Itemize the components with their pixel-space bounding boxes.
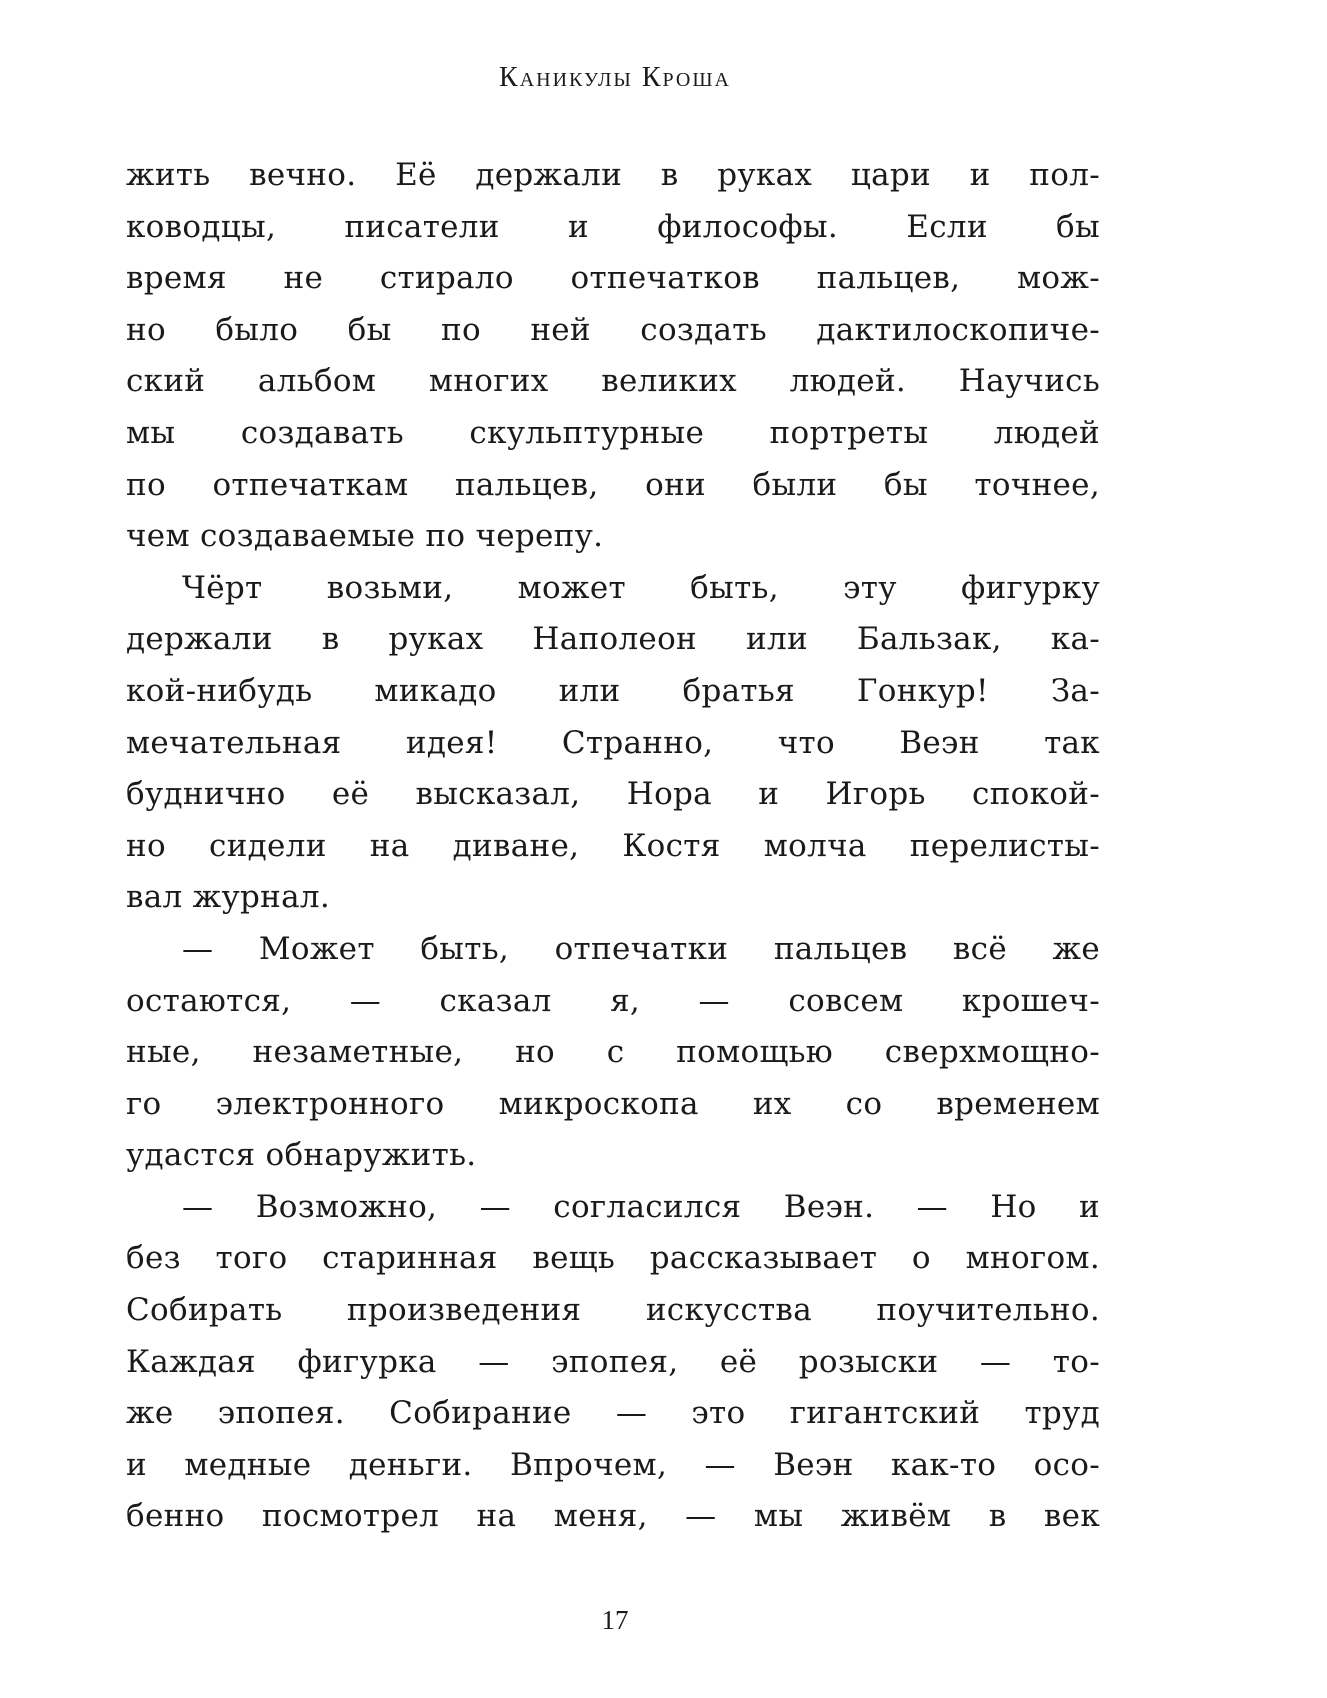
text-line: мы создавать скульптурные портреты людей	[126, 414, 1100, 451]
text-line: мечательная идея! Странно, что Веэн так	[126, 724, 1100, 761]
text-line: вал журнал.	[126, 879, 331, 916]
text-line: время не стирало отпечатков пальцев, мож-	[126, 260, 1100, 297]
running-head: Каникулы Кроша	[499, 62, 731, 93]
text-line: Чёрт возьми, может быть, эту фигурку	[182, 569, 1100, 606]
text-line: без того старинная вещь рассказывает о многом.	[126, 1240, 1100, 1277]
text-line: — Может быть, отпечатки пальцев всё же	[182, 930, 1100, 967]
text-line: остаются, — сказал я, — совсем крошеч-	[126, 982, 1100, 1019]
text-line: Собирать произведения искусства поучительно.	[126, 1292, 1100, 1329]
text-line: бенно посмотрел на меня, — мы живём в век	[126, 1498, 1100, 1535]
text-line: и медные деньги. Впрочем, — Веэн как-то осо-	[126, 1446, 1100, 1483]
text-line: ководцы, писатели и философы. Если бы	[126, 208, 1100, 245]
text-line: чем создаваемые по черепу.	[126, 518, 604, 555]
text-line: Каждая фигурка — эпопея, её розыски — то-	[126, 1343, 1100, 1380]
text-line: ский альбом многих великих людей. Научись	[126, 363, 1100, 400]
page-number: 17	[601, 1605, 629, 1635]
text-line: кой-нибудь микадо или братья Гонкур! За-	[126, 672, 1100, 709]
text-line: буднично её высказал, Нора и Игорь спокой-	[126, 776, 1100, 813]
text-line: ные, незаметные, но с помощью сверхмощно-	[126, 1034, 1100, 1071]
text-line: — Возможно, — согласился Веэн. — Но и	[182, 1188, 1100, 1225]
text-line: жить вечно. Её держали в руках цари и пол-	[126, 157, 1100, 193]
text-line: но было бы по ней создать дактилоскопиче-	[126, 311, 1100, 348]
text-line: по отпечаткам пальцев, они были бы точнее,	[126, 466, 1100, 503]
body-text	[126, 150, 1100, 1543]
text-line: удастся обнаружить.	[126, 1137, 477, 1174]
text-line: же эпопея. Собирание — это гигантский труд	[126, 1395, 1100, 1432]
text-line: держали в руках Наполеон или Бальзак, ка-	[126, 621, 1100, 658]
text-line: но сидели на диване, Костя молча перелисты-	[126, 827, 1100, 864]
text-line: го электронного микроскопа их со временем	[126, 1085, 1100, 1122]
